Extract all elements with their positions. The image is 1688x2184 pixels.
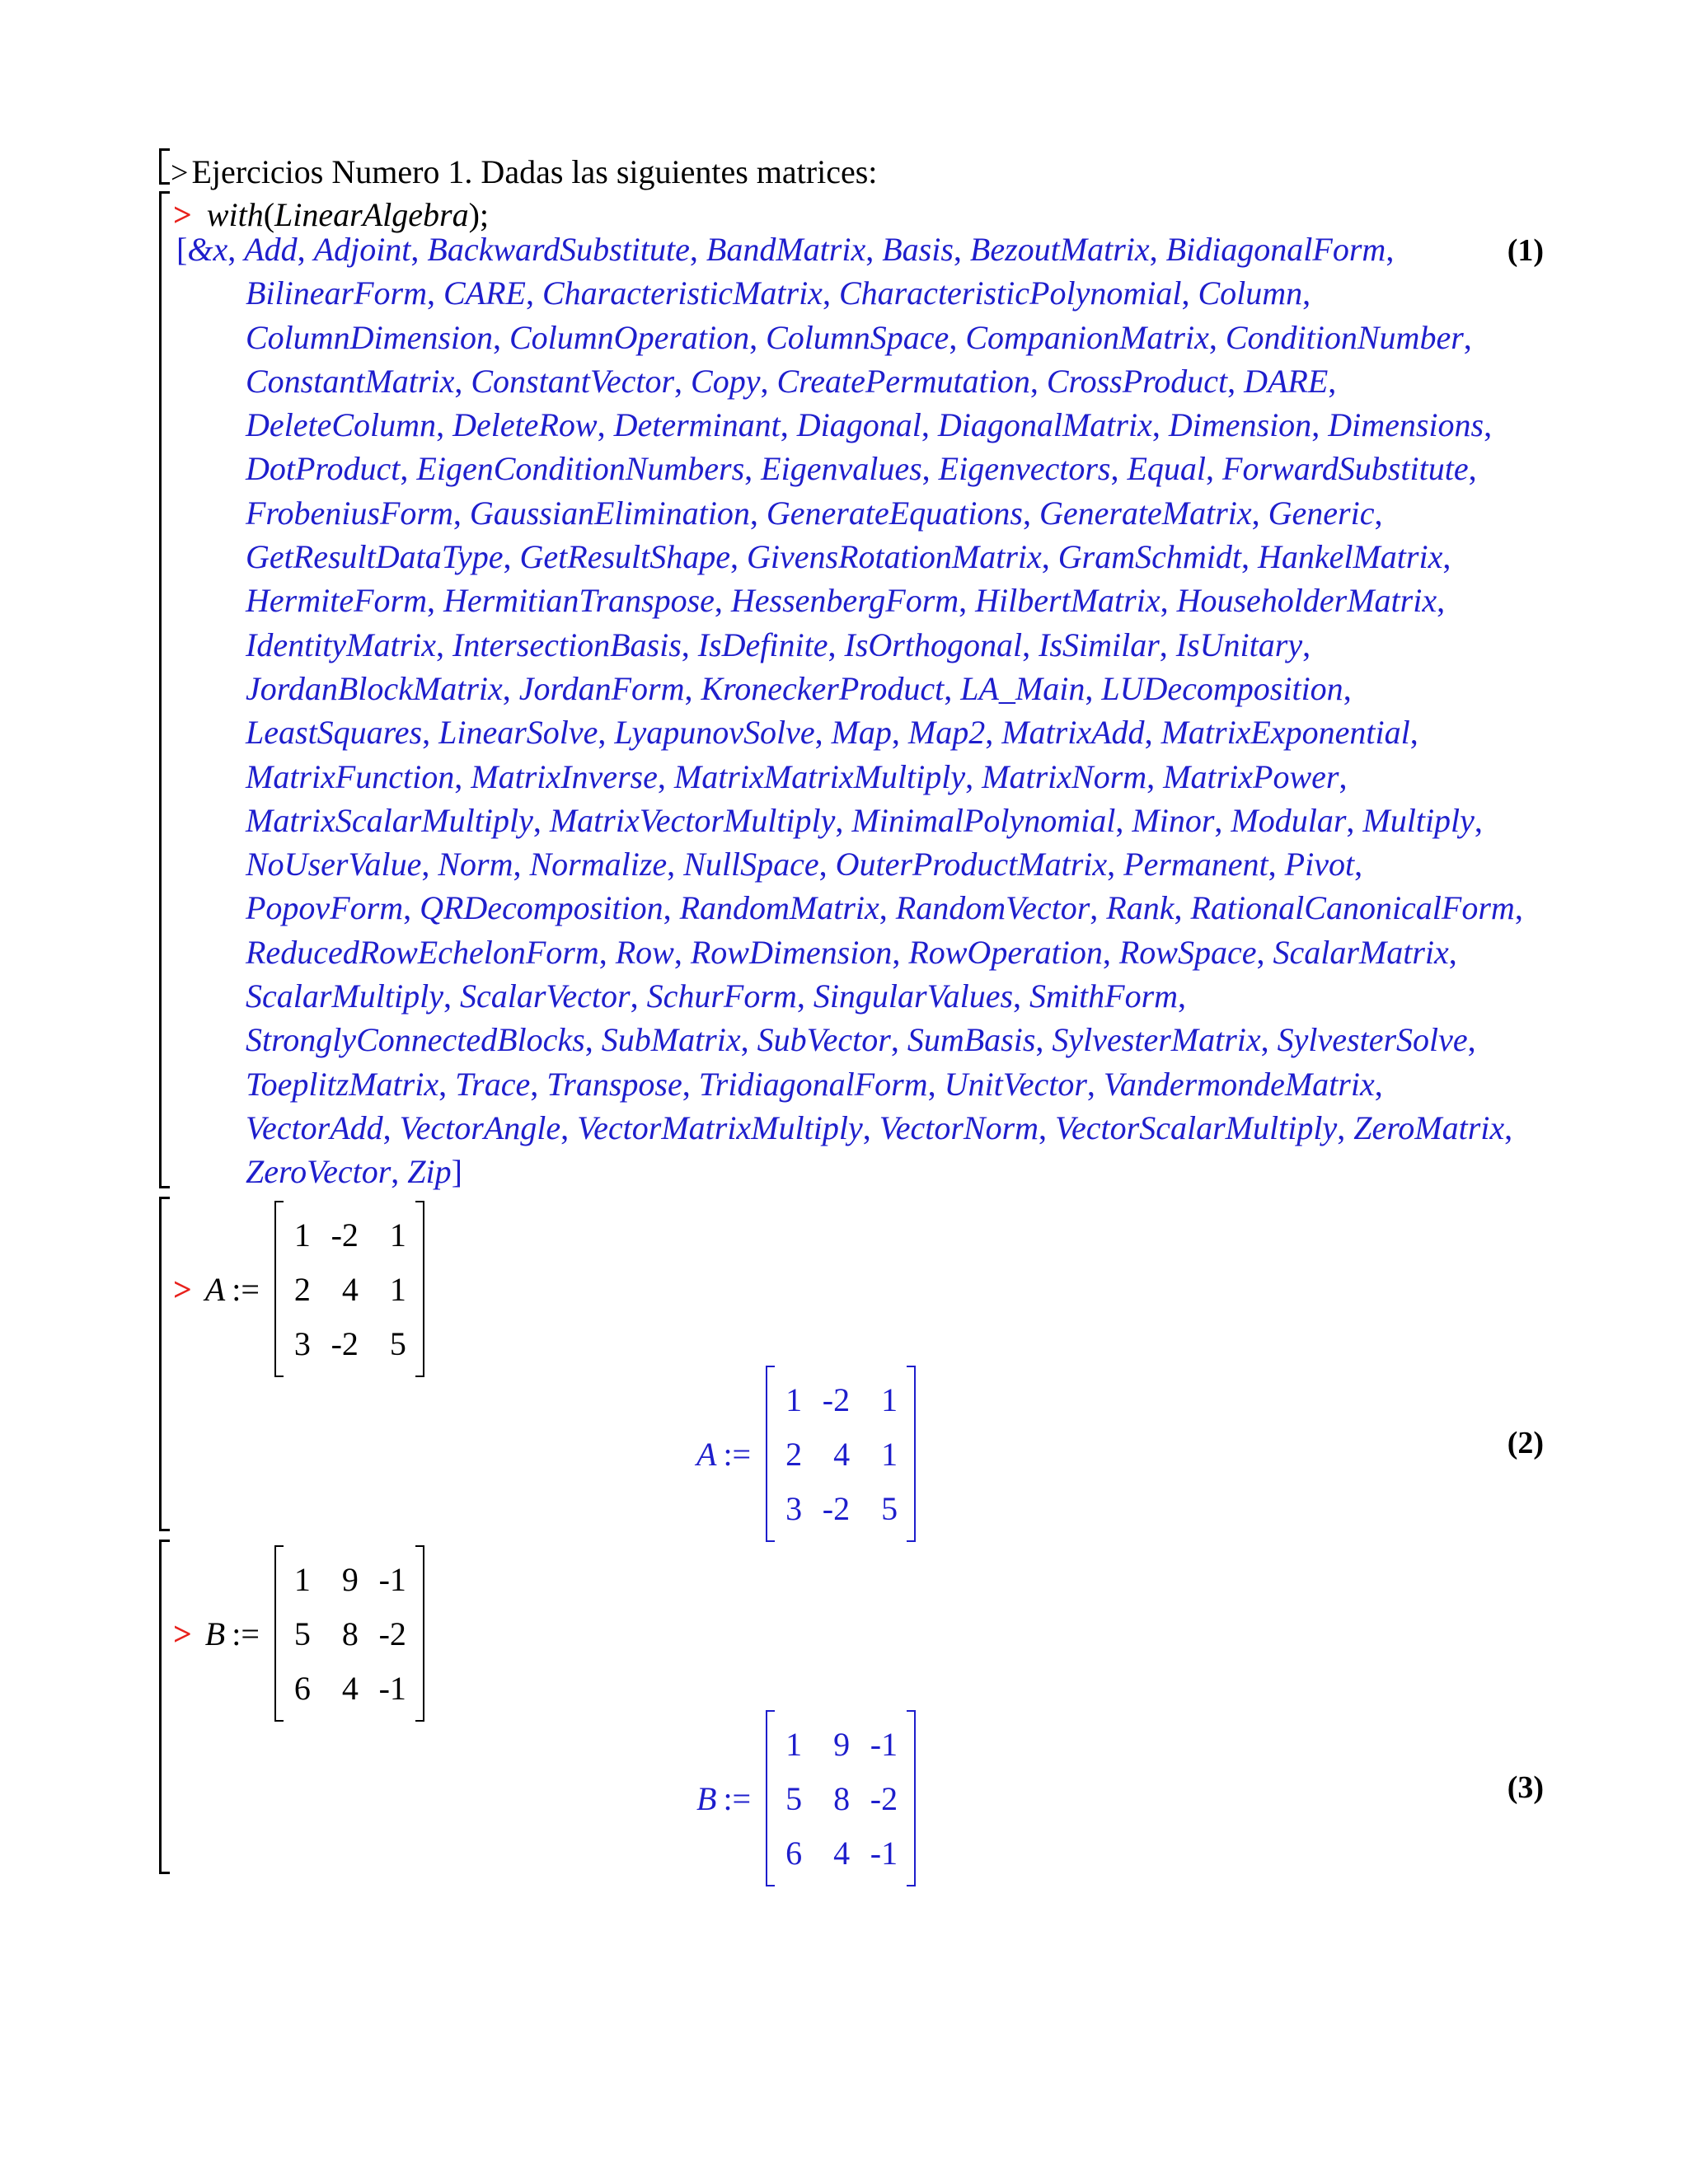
assign-operator: :=	[232, 1615, 260, 1652]
package-command-item: RowOperation	[908, 933, 1103, 971]
group-bracket-with[interactable]	[159, 191, 162, 1188]
package-command-item: SylvesterSolve	[1277, 1021, 1468, 1059]
matrix-cell: 1	[293, 1560, 311, 1598]
package-command-item: Row	[615, 933, 674, 971]
package-command-item: BilinearForm	[246, 274, 427, 312]
package-command-item: RandomMatrix	[679, 889, 879, 927]
package-command-item: VectorNorm	[879, 1108, 1039, 1146]
package-command-item: IsOrthogonal	[844, 626, 1023, 663]
matrix-cell: 6	[785, 1834, 803, 1872]
package-command-item: MatrixScalarMultiply	[246, 801, 533, 839]
package-command-item: KroneckerProduct	[701, 669, 945, 707]
execution-prompt: >	[173, 1615, 192, 1652]
matrix-row	[288, 1552, 411, 1606]
package-command-item: CompanionMatrix	[965, 318, 1209, 356]
package-command-item: ConstantMatrix	[246, 362, 455, 400]
matrix-cell: -2	[822, 1380, 851, 1418]
matrix-cell: 1	[293, 1216, 311, 1254]
package-command-item: JordanBlockMatrix	[246, 669, 503, 707]
equation-label-1: (1)	[1507, 233, 1544, 268]
matrix-row	[288, 1207, 411, 1262]
list-close-bracket: ]	[451, 1153, 462, 1191]
package-command-item: ColumnSpace	[766, 318, 950, 356]
matrix-cell: -2	[331, 1324, 359, 1362]
package-command-item: Permanent	[1123, 846, 1268, 883]
package-command-item: MatrixMatrixMultiply	[673, 757, 966, 795]
package-command-item: GetResultShape	[519, 538, 731, 576]
matrix-cell: 1	[785, 1725, 803, 1763]
package-command-item: ZeroVector	[246, 1153, 392, 1191]
package-command-item: GenerateEquations	[766, 494, 1023, 532]
package-command-item: Trace	[455, 1065, 531, 1103]
package-command-item: LyapunovSolve	[614, 714, 815, 752]
matrix-cell: 4	[341, 1669, 359, 1707]
matrix-cell: -2	[331, 1216, 359, 1254]
matrix-cell: 5	[785, 1779, 803, 1817]
package-command-item: BidiagonalForm	[1165, 231, 1386, 268]
package-command-item: Rank	[1106, 889, 1175, 927]
package-command-item: VectorAdd	[246, 1108, 383, 1146]
package-command-item: Copy	[691, 362, 761, 400]
package-command-item: BandMatrix	[706, 231, 866, 268]
package-command-item: LinearSolve	[438, 714, 598, 752]
matrix-cell: 6	[293, 1669, 311, 1707]
package-command-item: DeleteColumn	[246, 406, 437, 444]
package-command-item: VectorMatrixMultiply	[577, 1108, 863, 1146]
package-command-item: Equal	[1127, 450, 1207, 488]
package-command-item: HessenbergForm	[730, 582, 959, 620]
matrix-cell: 2	[785, 1435, 803, 1473]
package-command-item: SylvesterMatrix	[1052, 1021, 1261, 1059]
matrix-cell: 3	[785, 1489, 803, 1527]
package-command-item: ColumnOperation	[509, 318, 750, 356]
package-command-item: Add	[244, 231, 298, 268]
package-command-item: CharacteristicMatrix	[542, 274, 823, 312]
package-command-item: VectorScalarMultiply	[1055, 1108, 1338, 1146]
package-command-item: OuterProductMatrix	[835, 846, 1108, 883]
package-command-item: IsSimilar	[1039, 626, 1160, 663]
matrix-cell: 4	[341, 1270, 359, 1308]
package-command-item: Eigenvectors	[938, 450, 1111, 488]
matrix-cell: -1	[378, 1560, 406, 1598]
package-command-item: VectorAngle	[399, 1108, 561, 1146]
package-command-item: PopovForm	[246, 889, 404, 927]
matrix-cell: 5	[881, 1489, 898, 1527]
package-command-item: RandomVector	[895, 889, 1090, 927]
package-command-item: HermiteForm	[246, 582, 427, 620]
output-matrix-a-expr	[696, 1366, 916, 1542]
package-command-item: CrossProduct	[1046, 362, 1228, 400]
package-command-item: DARE	[1244, 362, 1329, 400]
matrix-name: B	[696, 1779, 717, 1817]
output-matrix-b	[766, 1710, 916, 1886]
equation-label-2: (2)	[1507, 1426, 1544, 1460]
package-command-item: TridiagonalForm	[698, 1065, 928, 1103]
package-command-item: CreatePermutation	[776, 362, 1030, 400]
package-command-item: Column	[1198, 274, 1303, 312]
package-command-item: Modular	[1231, 801, 1347, 839]
package-command-item: DeleteRow	[452, 406, 598, 444]
matrix-cell: 5	[293, 1615, 311, 1652]
command-define-b[interactable]	[173, 1545, 424, 1722]
package-command-item: MatrixAdd	[1001, 714, 1145, 752]
package-command-item: DiagonalMatrix	[937, 406, 1152, 444]
package-command-item: Transpose	[546, 1065, 682, 1103]
group-bracket-matrix-b[interactable]	[159, 1540, 162, 1874]
matrix-cell: 9	[341, 1560, 359, 1598]
package-command-item: SchurForm	[646, 977, 797, 1015]
package-command-item: Pivot	[1284, 846, 1355, 883]
package-command-item: MatrixInverse	[471, 757, 658, 795]
package-command-item: Multiply	[1362, 801, 1475, 839]
execution-prompt: >	[173, 196, 192, 233]
equation-label-3: (3)	[1507, 1770, 1544, 1805]
matrix-cell: 4	[833, 1834, 851, 1872]
package-command-item: Basis	[882, 231, 954, 268]
matrix-cell: 1	[785, 1380, 803, 1418]
command-argument: LinearAlgebra	[274, 196, 469, 233]
input-matrix-a	[274, 1201, 424, 1377]
matrix-cell: 9	[833, 1725, 851, 1763]
matrix-row	[779, 1372, 903, 1427]
package-command-item: UnitVector	[944, 1065, 1087, 1103]
package-command-item: ZeroMatrix	[1353, 1108, 1505, 1146]
output-matrix-a	[766, 1366, 916, 1542]
package-command-item: ScalarVector	[459, 977, 631, 1015]
package-command-item: ConditionNumber	[1225, 318, 1464, 356]
intro-text: Ejercicios Numero 1. Dadas las siguientes matrices:	[191, 153, 878, 190]
matrix-row	[779, 1771, 903, 1825]
package-command-item: CARE	[443, 274, 526, 312]
package-command-item: MatrixPower	[1163, 757, 1339, 795]
package-command-item: SumBasis	[907, 1021, 1036, 1059]
matrix-cell: 1	[881, 1380, 898, 1418]
list-open-bracket: [	[176, 231, 188, 268]
package-command-item: Determinant	[613, 406, 781, 444]
package-command-item: Dimensions	[1328, 406, 1484, 444]
package-command-item: Norm	[438, 846, 513, 883]
package-command-item: LUDecomposition	[1101, 669, 1343, 707]
command-open-paren: (	[263, 196, 275, 233]
output-matrix-b-expr	[696, 1710, 916, 1886]
package-command-item: GivensRotationMatrix	[747, 538, 1042, 576]
package-command-item: ScalarMultiply	[246, 977, 443, 1015]
command-function: with	[206, 196, 264, 233]
matrix-cell: -2	[870, 1779, 898, 1817]
package-command-item: GenerateMatrix	[1039, 494, 1252, 532]
package-command-item: Adjoint	[313, 231, 411, 268]
package-command-item: NullSpace	[683, 846, 819, 883]
package-command-item: Generic	[1268, 494, 1375, 532]
package-command-item: BackwardSubstitute	[427, 231, 690, 268]
package-command-item: Map2	[907, 714, 986, 752]
package-command-item: IsUnitary	[1175, 626, 1303, 663]
matrix-name: A	[204, 1270, 226, 1308]
package-command-item: LA_Main	[960, 669, 1085, 707]
package-command-item: ConstantVector	[471, 362, 675, 400]
package-command-item: HouseholderMatrix	[1176, 582, 1437, 620]
package-command-item: HermitianTranspose	[443, 582, 715, 620]
execution-prompt: >	[173, 1270, 192, 1308]
matrix-cell: 5	[389, 1324, 406, 1362]
assign-operator: :=	[232, 1270, 260, 1308]
matrix-cell: 1	[389, 1270, 406, 1308]
output-package-list	[176, 227, 1531, 1194]
package-command-item: ScalarMatrix	[1273, 933, 1449, 971]
package-command-item: GaussianElimination	[469, 494, 750, 532]
matrix-name: A	[696, 1435, 717, 1473]
package-command-item: SubVector	[757, 1021, 891, 1059]
matrix-cell: 1	[389, 1216, 406, 1254]
matrix-row	[779, 1427, 903, 1481]
package-command-item: JordanForm	[518, 669, 685, 707]
package-command-item: SmithForm	[1029, 977, 1179, 1015]
package-command-item: QRDecomposition	[420, 889, 663, 927]
package-command-item: MatrixExponential	[1160, 714, 1410, 752]
package-command-item: Dimension	[1168, 406, 1312, 444]
matrix-row	[288, 1606, 411, 1661]
package-command-item: IdentityMatrix	[246, 626, 437, 663]
package-command-item: RationalCanonicalForm	[1190, 889, 1515, 927]
package-command-item: BezoutMatrix	[969, 231, 1150, 268]
package-command-item: Zip	[407, 1153, 452, 1191]
text-prompt: >	[171, 156, 189, 190]
matrix-cell: -1	[870, 1834, 898, 1872]
input-matrix-b	[274, 1545, 424, 1722]
package-command-item: SingularValues	[813, 977, 1014, 1015]
matrix-cell: -1	[378, 1669, 406, 1707]
matrix-row	[288, 1316, 411, 1371]
package-command-item: ForwardSubstitute	[1222, 450, 1469, 488]
package-command-item: SubMatrix	[601, 1021, 741, 1059]
assign-operator: :=	[723, 1779, 752, 1817]
package-command-item: ColumnDimension	[246, 318, 493, 356]
matrix-name: B	[204, 1615, 226, 1652]
matrix-cell: 2	[293, 1270, 311, 1308]
matrix-cell: 8	[833, 1779, 851, 1817]
package-command-item: ToeplitzMatrix	[246, 1065, 439, 1103]
matrix-cell: 4	[833, 1435, 851, 1473]
list-items: &x, Add, Adjoint, BackwardSubstitute, BandMatrix, Basis, BezoutMatrix, BidiagonalForm, BilinearForm, CARE, CharacteristicMatrix, CharacteristicPolynomial, Column, ColumnDimension, ColumnOperation, ColumnSpace, CompanionMatrix, ConditionNumber, ConstantMatrix, ConstantVector, Copy, CreatePermutation, CrossProduct, DARE, DeleteColumn, DeleteRow, Determinant, Diagonal, DiagonalMatrix, Dimension, Dimensions, DotProduct, EigenConditionNumbers, Eigenvalues, Eigenvectors, Equal, ForwardSubstitute, FrobeniusForm, GaussianElimination, GenerateEquations, GenerateMatrix, Generic, GetResultDataType, GetResultShape, GivensRotationMatrix, GramSchmidt, HankelMatrix, HermiteForm, HermitianTranspose, HessenbergForm, HilbertMatrix, HouseholderMatrix, IdentityMatrix, IntersectionBasis, IsDefinite, IsOrthogonal, IsSimilar, IsUnitary, JordanBlockMatrix, JordanForm, KroneckerProduct, LA_Main, LUDecomposition, LeastSquares, LinearSolve, LyapunovSolve, Map, Map2, MatrixAdd, MatrixExponential, MatrixFunction, MatrixInverse, MatrixMatrixMultiply, MatrixNorm, MatrixPower, MatrixScalarMultiply, MatrixVectorMultiply, MinimalPolynomial, Minor, Modular, Multiply, NoUserValue, Norm, Normalize, NullSpace, OuterProductMatrix, Permanent, Pivot, PopovForm, QRDecomposition, RandomMatrix, RandomVector, Rank, RationalCanonicalForm, ReducedRowEchelonForm, Row, RowDimension, RowOperation, RowSpace, ScalarMatrix, ScalarMultiply, ScalarVector, SchurForm, SingularValues, SmithForm, StronglyConnectedBlocks, SubMatrix, SubVector, SumBasis, SylvesterMatrix, SylvesterSolve, ToeplitzMatrix, Trace, Transpose, TridiagonalForm, UnitVector, VandermondeMatrix, VectorAdd, VectorAngle, VectorMatrixMultiply, VectorNorm, VectorScalarMultiply, ZeroMatrix, ZeroVector, Zip	[187, 231, 1523, 1191]
package-command-item: Minor	[1132, 801, 1215, 839]
package-command-item: EigenConditionNumbers	[416, 450, 745, 488]
package-command-item: MatrixNorm	[982, 757, 1147, 795]
package-command-item: GetResultDataType	[246, 538, 504, 576]
group-bracket-matrix-a[interactable]	[159, 1197, 162, 1531]
package-command-item: RowSpace	[1118, 933, 1257, 971]
package-command-item: ReducedRowEchelonForm	[246, 933, 599, 971]
package-command-item: MatrixFunction	[246, 757, 455, 795]
package-command-item: RowDimension	[690, 933, 893, 971]
package-command-item: IsDefinite	[697, 626, 828, 663]
package-command-item: DotProduct	[246, 450, 401, 488]
matrix-cell: 3	[293, 1324, 311, 1362]
package-command-item: &x	[187, 231, 228, 268]
package-command-item: GramSchmidt	[1057, 538, 1241, 576]
matrix-row	[288, 1661, 411, 1715]
package-command-item: LeastSquares	[246, 714, 423, 752]
matrix-cell: -1	[870, 1725, 898, 1763]
package-command-item: IntersectionBasis	[452, 626, 682, 663]
package-command-item: Map	[831, 714, 892, 752]
package-command-item: HilbertMatrix	[975, 582, 1160, 620]
package-command-item: MatrixVectorMultiply	[549, 801, 836, 839]
package-command-item: Diagonal	[796, 406, 921, 444]
intro-line[interactable]	[171, 152, 877, 191]
package-command-item: FrobeniusForm	[246, 494, 453, 532]
matrix-row	[779, 1481, 903, 1535]
matrix-cell: -2	[378, 1615, 406, 1652]
package-command-item: VandermondeMatrix	[1103, 1065, 1375, 1103]
matrix-row	[779, 1825, 903, 1880]
package-command-item: Normalize	[529, 846, 668, 883]
assign-operator: :=	[723, 1435, 752, 1473]
matrix-cell: 1	[881, 1435, 898, 1473]
command-close: );	[468, 196, 490, 233]
matrix-cell: 8	[341, 1615, 359, 1652]
command-define-a[interactable]	[173, 1201, 424, 1377]
package-command-item: StronglyConnectedBlocks	[246, 1021, 585, 1059]
package-command-item: CharacteristicPolynomial	[838, 274, 1182, 312]
group-bracket-intro[interactable]	[159, 148, 162, 185]
package-command-item: NoUserValue	[246, 846, 422, 883]
package-command-item: HankelMatrix	[1257, 538, 1443, 576]
package-command-item: MinimalPolynomial	[851, 801, 1116, 839]
matrix-cell: -2	[822, 1489, 851, 1527]
matrix-row	[288, 1262, 411, 1316]
package-command-item: Eigenvalues	[761, 450, 922, 488]
matrix-row	[779, 1717, 903, 1771]
